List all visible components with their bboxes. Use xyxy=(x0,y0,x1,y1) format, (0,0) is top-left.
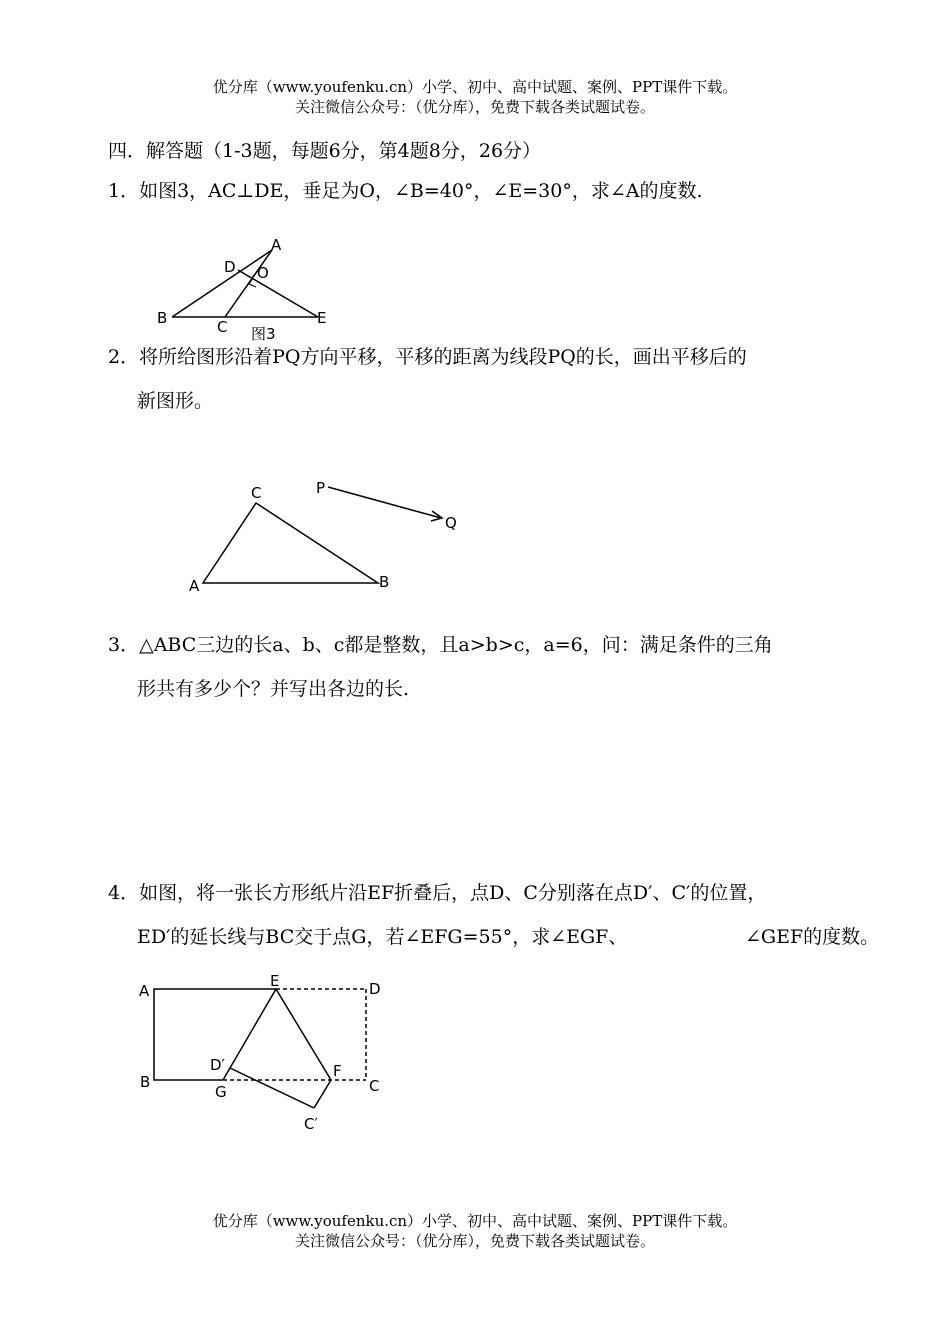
q4-text-3: ∠GEF的度数。 xyxy=(745,926,880,948)
label-A: A xyxy=(139,982,150,1000)
triangle-ABC xyxy=(203,503,378,583)
label-B: B xyxy=(157,309,168,327)
label-E: E xyxy=(270,972,280,990)
q2-text-1: 2．将所给图形沿着PQ方向平移，平移的距离为线段PQ的长，画出平移后的 xyxy=(108,346,747,368)
figure-3 xyxy=(150,232,340,344)
label-C: C xyxy=(369,1077,380,1095)
label-B: B xyxy=(379,573,390,591)
segment-ED1-G xyxy=(223,989,276,1080)
q2-text-2: 新图形。 xyxy=(137,390,214,412)
q1-text: 1．如图3，AC⊥DE，垂足为O，∠B=40°，∠E=30°，求∠A的度数. xyxy=(108,180,703,202)
label-A: A xyxy=(271,236,282,254)
label-D: D xyxy=(224,258,236,276)
segment-D1-C1 xyxy=(230,1068,314,1108)
q3-text-1: 3．△ABC三边的长a、b、c都是整数，且a>b>c，a=6，问：满足条件的三角 xyxy=(108,634,773,656)
fold-line-EF xyxy=(276,989,331,1080)
label-A: A xyxy=(189,577,200,595)
figure-caption: 图3 xyxy=(251,325,276,343)
section-title: 四．解答题（1-3题，每题6分，第4题8分，26分） xyxy=(108,140,542,162)
label-F: F xyxy=(333,1062,342,1080)
segment-DE xyxy=(238,270,318,317)
label-G: G xyxy=(215,1083,227,1101)
footer-line-1: 优分库（www.youfenku.cn）小学、初中、高中试题、案例、PPT课件下载。 xyxy=(212,1212,738,1230)
label-O: O xyxy=(257,264,269,282)
label-E: E xyxy=(317,309,327,327)
label-C-prime: C′ xyxy=(304,1115,318,1133)
q3-text-2: 形共有多少个？并写出各边的长. xyxy=(137,678,410,700)
label-P: P xyxy=(316,479,326,497)
label-D-prime: D′ xyxy=(210,1056,225,1074)
label-D: D xyxy=(369,980,381,998)
footer-line-2: 关注微信公众号：（优分库），免费下载各类试题试卷。 xyxy=(294,1232,655,1250)
label-C: C xyxy=(251,484,262,502)
q4-text-2: ED′的延长线与BC交于点G，若∠EFG=55°，求∠EGF、 xyxy=(137,926,628,948)
figure-translation xyxy=(180,474,470,599)
vector-PQ xyxy=(328,487,441,518)
label-C: C xyxy=(217,318,228,336)
header-line-2: 关注微信公众号：（优分库），免费下载各类试题试卷。 xyxy=(294,98,655,116)
label-B: B xyxy=(140,1073,151,1091)
figure-fold xyxy=(130,970,400,1140)
header-line-1: 优分库（www.youfenku.cn）小学、初中、高中试题、案例、PPT课件下载。 xyxy=(212,78,738,96)
segment-C1-F xyxy=(314,1080,331,1108)
label-Q: Q xyxy=(445,514,457,532)
segment-BA xyxy=(172,250,272,317)
q4-text-1: 4．如图，将一张长方形纸片沿EF折叠后，点D、C分别落在点D′、C′的位置， xyxy=(108,882,767,904)
